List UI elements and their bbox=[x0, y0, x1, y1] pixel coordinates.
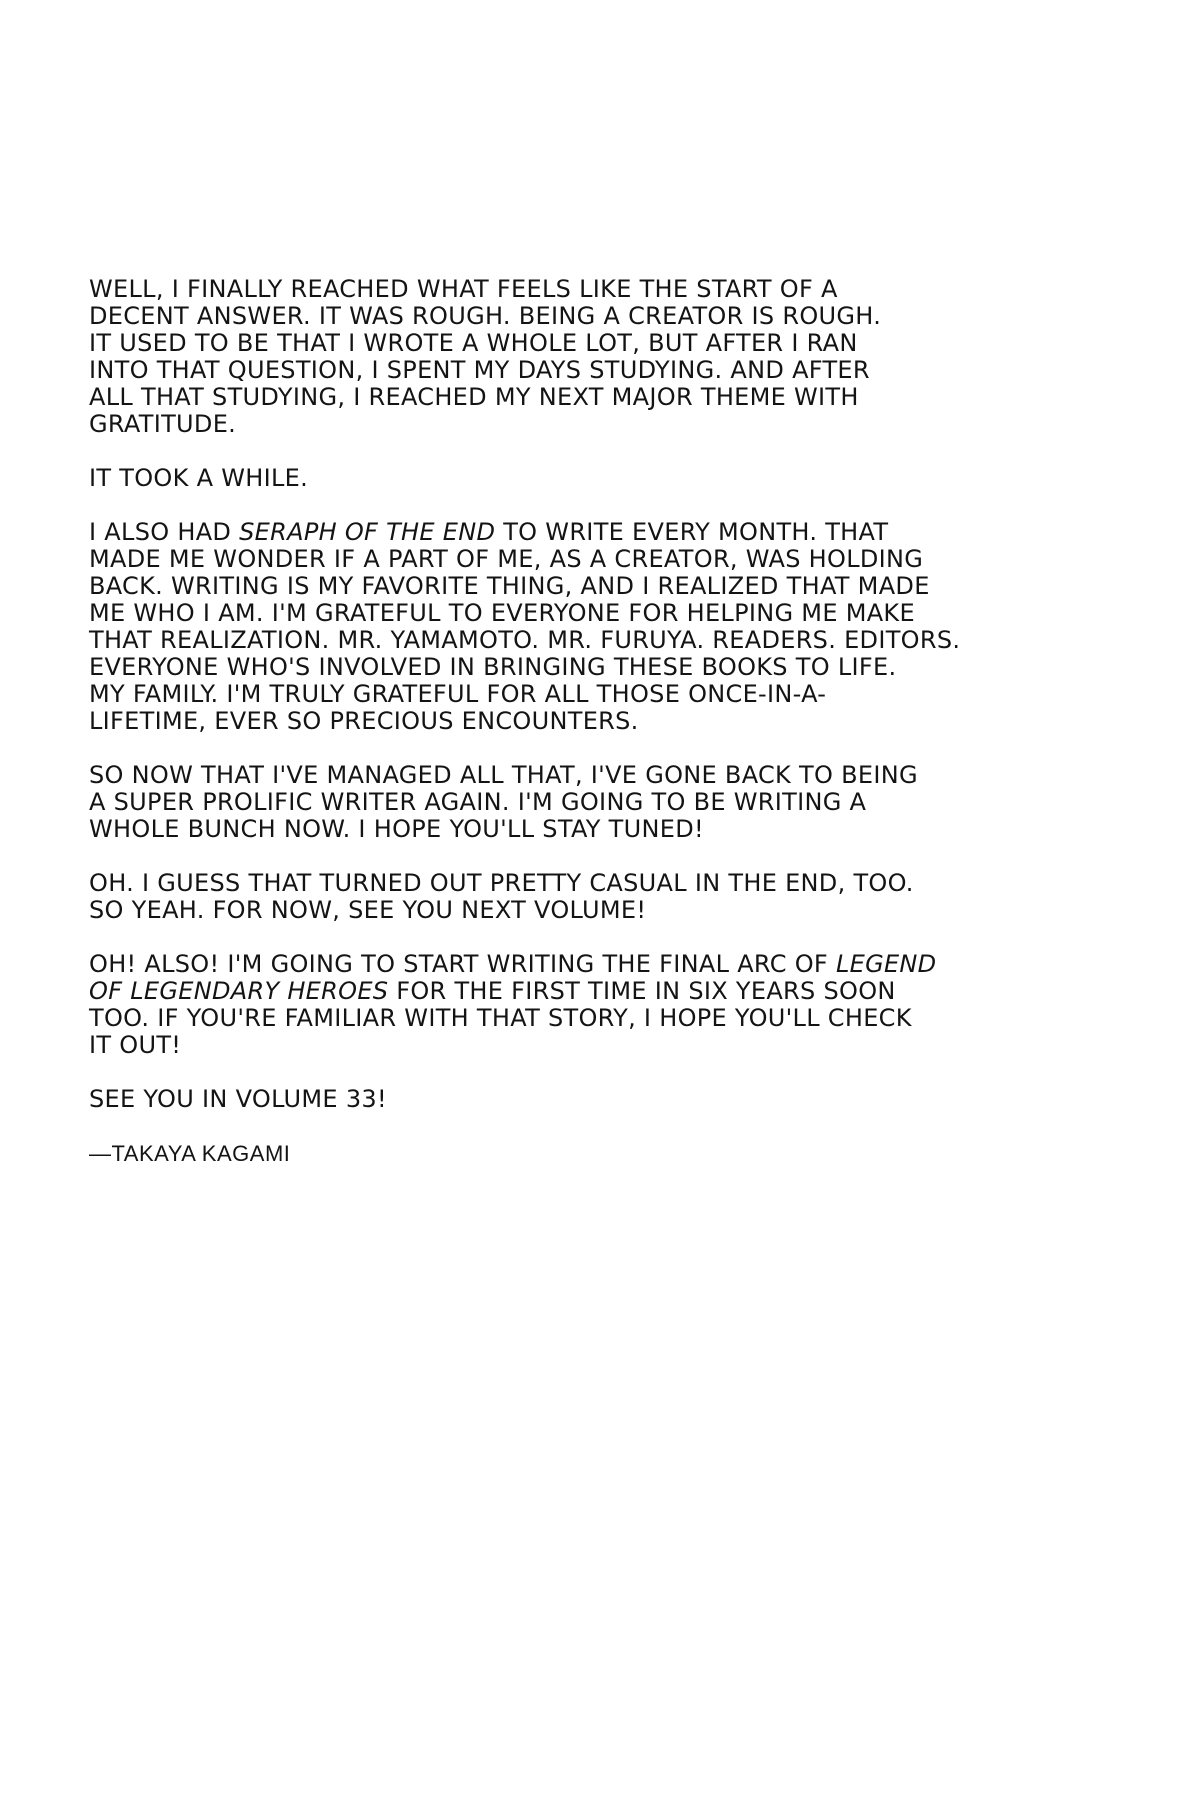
series-title: SERAPH OF THE END bbox=[239, 518, 496, 546]
text-line: SO YEAH. FOR NOW, SEE YOU NEXT VOLUME! bbox=[89, 896, 647, 924]
paragraph-2 bbox=[89, 465, 1089, 492]
paragraph-7 bbox=[89, 1086, 1089, 1113]
text-line: WELL, I FINALLY REACHED WHAT FEELS LIKE THE START OF A bbox=[89, 275, 838, 303]
text-line: WHOLE BUNCH NOW. I HOPE YOU'LL STAY TUNED! bbox=[89, 815, 704, 843]
text-line: DECENT ANSWER. IT WAS ROUGH. BEING A CREATOR IS ROUGH. bbox=[89, 302, 882, 330]
text-line: MADE ME WONDER IF A PART OF ME, AS A CREATOR, WAS HOLDING bbox=[89, 545, 924, 573]
text-line: SO NOW THAT I'VE MANAGED ALL THAT, I'VE GONE BACK TO BEING bbox=[89, 761, 918, 789]
text-line: GRATITUDE. bbox=[89, 410, 237, 438]
text-segment: TO WRITE EVERY MONTH. THAT bbox=[495, 518, 889, 546]
paragraph-4 bbox=[89, 762, 1089, 843]
paragraph-5 bbox=[89, 870, 1089, 924]
afterword-text bbox=[89, 276, 1089, 1194]
text-segment: OH! ALSO! I'M GOING TO START WRITING THE FINAL ARC OF bbox=[89, 950, 836, 978]
series-title: LEGEND bbox=[835, 950, 937, 978]
text-line bbox=[89, 978, 1089, 1005]
text-line bbox=[89, 951, 1089, 978]
text-line: SEE YOU IN VOLUME 33! bbox=[89, 1085, 387, 1113]
text-line: BACK. WRITING IS MY FAVORITE THING, AND I REALIZED THAT MADE bbox=[89, 572, 930, 600]
text-line: LIFETIME, EVER SO PRECIOUS ENCOUNTERS. bbox=[89, 707, 639, 735]
text-line: EVERYONE WHO'S INVOLVED IN BRINGING THESE BOOKS TO LIFE. bbox=[89, 653, 897, 681]
signature-line: —TAKAYA KAGAMI bbox=[89, 1141, 291, 1166]
text-line: THAT REALIZATION. MR. YAMAMOTO. MR. FURUYA. READERS. EDITORS. bbox=[89, 626, 961, 654]
text-line: ME WHO I AM. I'M GRATEFUL TO EVERYONE FOR HELPING ME MAKE bbox=[89, 599, 915, 627]
text-line: A SUPER PROLIFIC WRITER AGAIN. I'M GOING TO BE WRITING A bbox=[89, 788, 867, 816]
text-segment: FOR THE FIRST TIME IN SIX YEARS SOON bbox=[388, 977, 896, 1005]
paragraph-6 bbox=[89, 951, 1089, 1059]
text-line: ALL THAT STUDYING, I REACHED MY NEXT MAJOR THEME WITH bbox=[89, 383, 859, 411]
text-segment: I ALSO HAD bbox=[89, 518, 240, 546]
text-line: OH. I GUESS THAT TURNED OUT PRETTY CASUAL IN THE END, TOO. bbox=[89, 869, 914, 897]
text-line: INTO THAT QUESTION, I SPENT MY DAYS STUDYING. AND AFTER bbox=[89, 356, 870, 384]
series-title: OF LEGENDARY HEROES bbox=[89, 977, 389, 1005]
text-line: TOO. IF YOU'RE FAMILIAR WITH THAT STORY, I HOPE YOU'LL CHECK bbox=[89, 1004, 912, 1032]
text-line: IT USED TO BE THAT I WROTE A WHOLE LOT, BUT AFTER I RAN bbox=[89, 329, 858, 357]
paragraph-1 bbox=[89, 276, 1089, 438]
paragraph-3 bbox=[89, 519, 1089, 735]
text-line: IT TOOK A WHILE. bbox=[89, 464, 309, 492]
text-line: MY FAMILY. I'M TRULY GRATEFUL FOR ALL THOSE ONCE-IN-A- bbox=[89, 680, 827, 708]
text-line: IT OUT! bbox=[89, 1031, 182, 1059]
text-line bbox=[89, 519, 1089, 546]
author-signature bbox=[89, 1140, 1089, 1167]
